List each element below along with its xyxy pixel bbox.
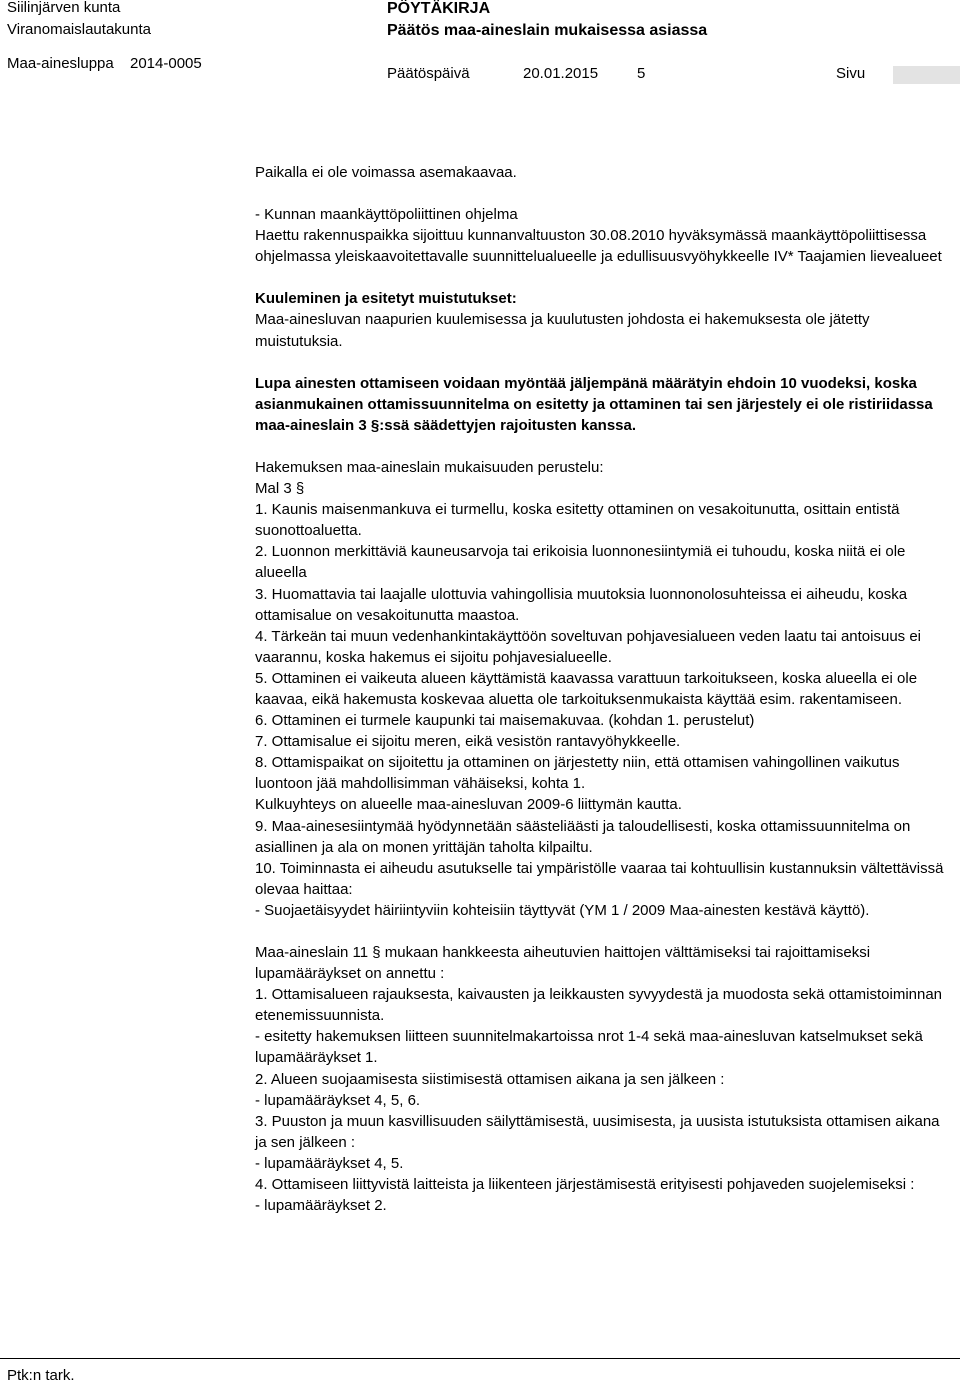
paragraph: Hakemuksen maa-aineslain mukaisuuden perustelu: <box>255 458 604 476</box>
section-number: 5 <box>637 65 646 82</box>
decision-date-label: Päätöspäivä <box>387 65 470 82</box>
list-item: 2. Luonnon merkittäviä kauneusarvoja tai erikoisia luonnonesiintymiä ei tuhoudu, koska niitä ei ole alueella <box>255 543 906 582</box>
list-item: 1. Ottamisalueen rajauksesta, kaivausten ja leikkausten syvyydestä ja muodosta sekä ottamistoiminnan etenemissuunnista. <box>255 986 943 1025</box>
list-item: 3. Puuston ja muun kasvillisuuden säilyttämisestä, uusimisesta, ja uusista istutuksista ottamisen aikana ja sen jälkeen : <box>255 1112 940 1151</box>
document-type: PÖYTÄKIRJA <box>387 0 491 17</box>
list-item: 8. Ottamispaikat on sijoitettu ja ottaminen on järjestetty niin, että ottamisen vahingollinen vaikutus luontoon jää mahdollisimman vähäiseksi, kohta 1. <box>255 754 900 793</box>
list-item: 9. Maa-ainesesiintymää hyödynnetään säästeliäästi ja taloudellisesti, koska ottamissuunnitelma on asiallinen ja ala on monen yrittäjän taholta kilpailtu. <box>255 817 911 856</box>
spacer <box>255 436 945 457</box>
document-body <box>255 162 945 1216</box>
permit-number: 2014-0005 <box>130 55 202 72</box>
spacer <box>255 267 945 288</box>
document-subject: Päätös maa-aineslain mukaisessa asiassa <box>387 22 708 39</box>
decision-date-value: 20.01.2015 <box>523 65 599 82</box>
list-item: 3. Huomattavia tai laajalle ulottuvia vahingollisia muutoksia luonnonolosuhteissa ei aiheudu, koska ottamisalue on vesakoitunutta maastoa. <box>255 585 908 624</box>
list-item: 7. Ottamisalue ei sijoitu meren, eikä vesistön rantavyöhykkeelle. <box>255 733 681 751</box>
paragraph: - esitetty hakemuksen liitteen suunnitelmakartoissa nrot 1-4 sekä maa-ainesluvan katselmukset sekä lupamääräykset 1. <box>255 1028 923 1067</box>
paragraph: Paikalla ei ole voimassa asemakaavaa. <box>255 164 517 181</box>
paragraph: Mal 3 § <box>255 480 305 498</box>
paragraph: - Suojaetäisyydet häiriintyviin kohteisiin täyttyvät (YM 1 / 2009 Maa-ainesten kestävä käyttö). <box>255 901 870 919</box>
paragraph: - lupamääräykset 2. <box>255 1197 387 1215</box>
paragraph: Maa-aineslain 11 § mukaan hankkeesta aiheutuvien haittojen välttämiseksi tai rajoittamiseksi lupamääräykset on annettu : <box>255 944 871 983</box>
authority-name: Viranomaislautakunta <box>7 21 151 38</box>
municipality-name: Siilinjärven kunta <box>7 0 121 16</box>
spacer <box>255 183 945 204</box>
list-item: 4. Tärkeän tai muun vedenhankintakäyttöön soveltuvan pohjavesialueen veden laatu tai antoisuus ei vaarannu, koska hakemus ei sijoitu pohjavesialueelle. <box>255 627 922 666</box>
paragraph: Maa-ainesluvan naapurien kuulemisessa ja kuulutusten johdosta ei hakemuksesta ole jätetty muistutuksia. <box>255 311 870 350</box>
paragraph: - lupamääräykset 4, 5. <box>255 1154 404 1172</box>
decision-statement: Lupa ainesten ottamiseen voidaan myöntää jäljempänä määrätyin ehdoin 10 vuodeksi, koska asianmukainen ottamissuunnitelma on esitetty ja ottaminen tai sen järjestely ei ole ristiriidassa maa-aineslain 3 §:ssä säädettyjen rajoitusten kanssa. <box>255 374 933 434</box>
spacer <box>255 921 945 942</box>
paragraph: Haettu rakennuspaikka sijoittuu kunnanvaltuuston 30.08.2010 hyväksymässä maankäyttöpoliittisessa ohjelmassa yleiskaavoitettavalle suunnittelualueelle ja edullisuusvyöhykkeelle IV* Taajamien lievealueet <box>255 227 942 266</box>
list-item: 6. Ottaminen ei turmele kaupunki tai maisemakuvaa. (kohdan 1. perustelut) <box>255 712 755 730</box>
list-item: 2. Alueen suojaamisesta siistimisestä ottamisen aikana ja sen jälkeen : <box>255 1070 725 1088</box>
footer-divider <box>0 1358 960 1359</box>
paragraph: - lupamääräykset 4, 5, 6. <box>255 1091 421 1109</box>
paragraph: - Kunnan maankäyttöpoliittinen ohjelma <box>255 206 518 224</box>
permit-label: Maa-ainesluppa <box>7 55 114 72</box>
list-item: 4. Ottamiseen liittyvistä laitteista ja liikenteen järjestämisestä erityisesti pohjaveden suojelemiseksi : <box>255 1176 915 1194</box>
list-item: 10. Toiminnasta ei aiheudu asutukselle tai ympäristölle vaaraa tai kohtuullisin kustannuksin vältettävissä olevaa haittaa: <box>255 859 944 898</box>
page-number-box <box>893 66 960 84</box>
list-item: 1. Kaunis maisenmankuva ei turmellu, koska esitetty ottaminen on vesakoitunutta, osittain entistä suonottoaluetta. <box>255 501 900 540</box>
page-label: Sivu <box>836 65 866 82</box>
paragraph: Kulkuyhteys on alueelle maa-ainesluvan 2009-6 liittymän kautta. <box>255 796 682 814</box>
list-item: 5. Ottaminen ei vaikeuta alueen käyttämistä kaavassa varattuun tarkoitukseen, koska alueella ei ole kaavaa, eikä hakemusta koskevaa aluetta ole tarkoituksenmukaista käyttää esim. rakentamiseen. <box>255 669 918 708</box>
footer-label: Ptk:n tark. <box>7 1367 75 1384</box>
section-heading: Kuuleminen ja esitetyt muistutukset: <box>255 290 517 308</box>
spacer <box>255 352 945 373</box>
